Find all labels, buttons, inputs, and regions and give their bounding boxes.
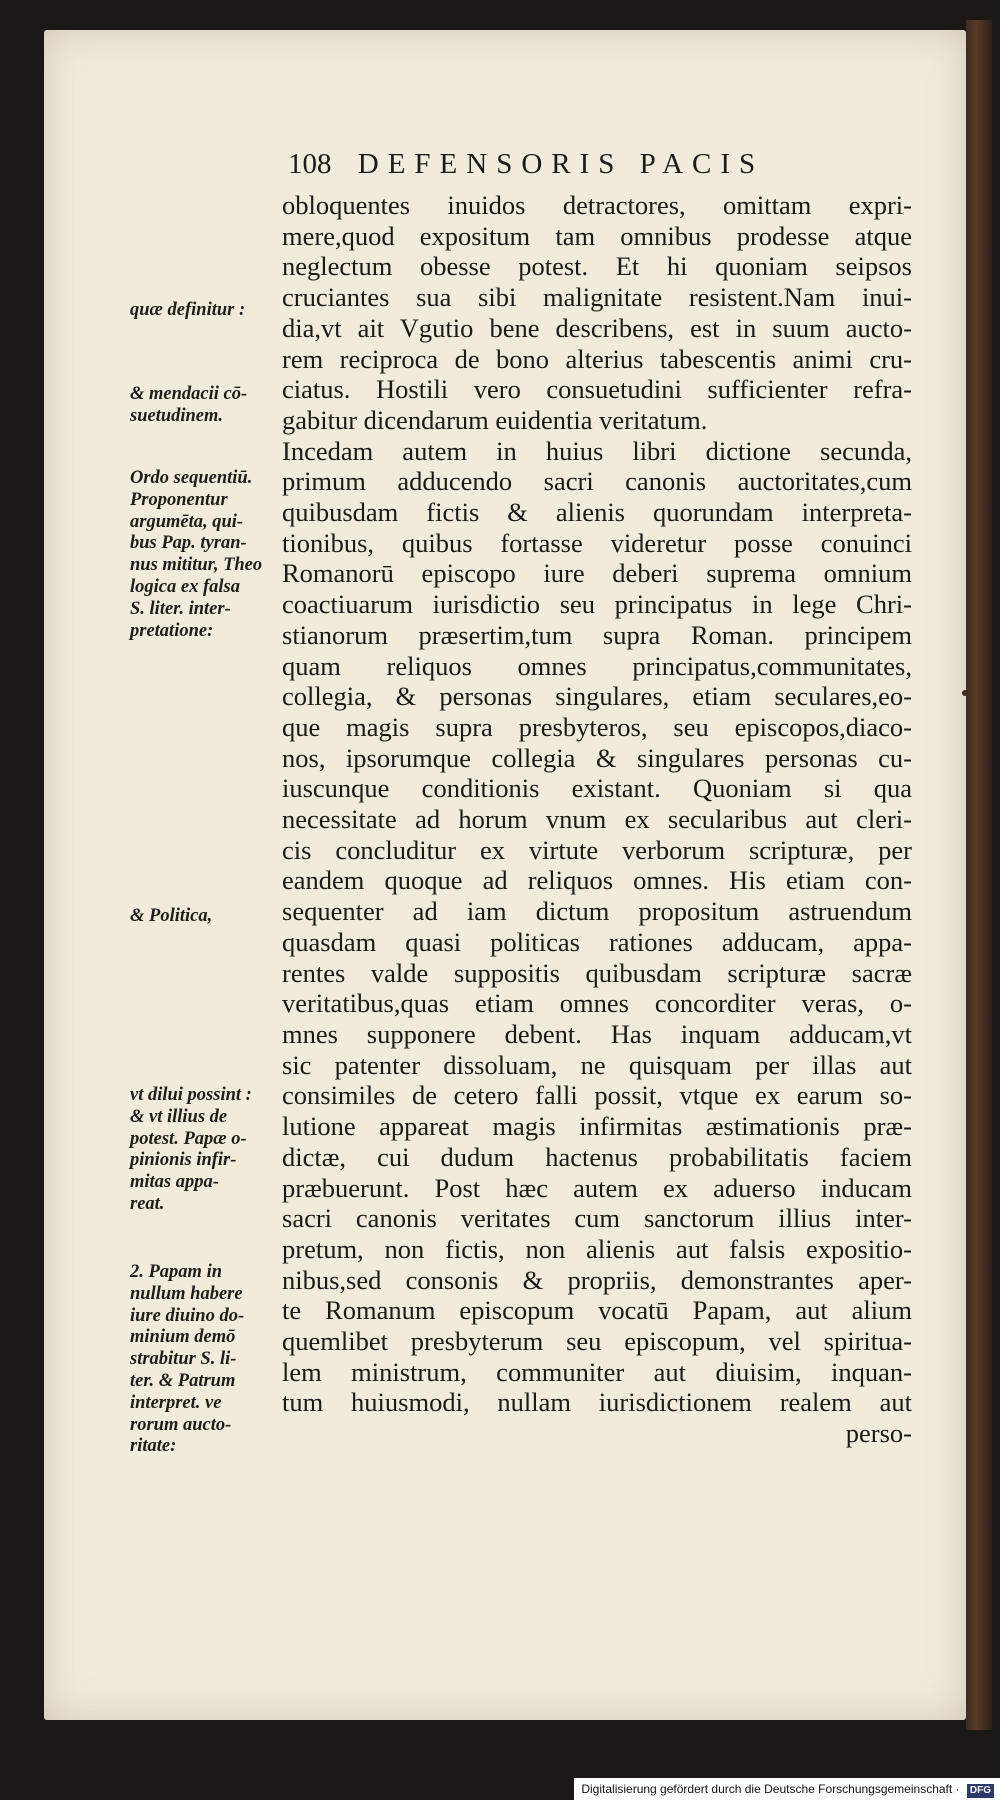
body-line: mnes supponere debent. Has inquam adducam,vt xyxy=(282,1018,912,1049)
body-line: quasdam quasi politicas rationes adducam, appa- xyxy=(282,926,912,957)
margin-note-line: Proponentur xyxy=(130,489,228,510)
margin-note xyxy=(130,468,280,642)
body-line: necessitate ad horum vnum ex secularibus aut cleri- xyxy=(282,804,912,835)
body-line: gabitur dicendarum euidentia veritatum. xyxy=(282,404,708,435)
body-line: lutione appareat magis infirmitas æstimationis præ- xyxy=(282,1111,912,1142)
running-head xyxy=(288,148,764,181)
body-line: rentes valde suppositis quibusdam scripturæ sacræ xyxy=(282,957,912,988)
margin-note-line: pretatione: xyxy=(130,620,214,641)
body-line: ciatus. Hostili vero consuetudini sufficienter refra- xyxy=(282,374,912,405)
body-text xyxy=(282,190,912,1449)
body-line: Incedam autem in huius libri dictione secunda, xyxy=(282,435,912,466)
margin-note xyxy=(130,1262,280,1458)
body-line: dia,vt ait Vgutio bene describens, est in suum aucto- xyxy=(282,312,912,343)
body-line: cruciantes sua sibi malignitate resistent.Nam inui- xyxy=(282,282,912,313)
margin-note-line: 2. Papam in xyxy=(130,1262,222,1282)
margin-note-line: vt dilui possint : xyxy=(130,1085,252,1105)
margin-note-line: mitas appa- xyxy=(130,1172,219,1193)
margin-note-line: iure diuino do- xyxy=(130,1305,245,1326)
digitization-credit: Digitalisierung gefördert durch die Deutsche Forschungsgemeinschaft · DFG xyxy=(574,1778,1000,1800)
margin-note-line: bus Pap. tyran- xyxy=(130,533,247,554)
body-line: coactiuarum iurisdictio seu principatus in lege Chri- xyxy=(282,589,912,620)
margin-note-line: argumēta, qui- xyxy=(130,511,244,532)
body-line: sequenter ad iam dictum propositum astruendum xyxy=(282,896,912,927)
body-line: sacri canonis veritates cum sanctorum illius inter- xyxy=(282,1203,912,1234)
margin-note xyxy=(130,1085,280,1216)
margin-note-line: pinionis infir- xyxy=(130,1150,237,1171)
book-edge xyxy=(966,20,992,1730)
body-line: consimiles de cetero falli possit, vtque ex earum so- xyxy=(282,1080,912,1111)
body-line: te Romanum episcopum vocatū Papam, aut alium xyxy=(282,1295,912,1326)
margin-note xyxy=(130,384,280,428)
body-line: mere,quod expositum tam omnibus prodesse atque xyxy=(282,220,912,251)
dfg-logo: DFG xyxy=(967,1784,994,1798)
running-title: DEFENSORIS PACIS xyxy=(357,148,765,180)
body-line: perso- xyxy=(845,1418,912,1449)
body-line: Romanorū episcopo iure deberi suprema omnium xyxy=(282,558,912,589)
body-line: dictæ, cui dudum hactenus probabilitatis faciem xyxy=(282,1141,912,1172)
body-line: collegia, & personas singulares, etiam seculares,eo- xyxy=(282,681,912,712)
margin-note-line: interpret. ve xyxy=(130,1392,222,1413)
body-line: quibusdam fictis & alienis quorundam interpreta- xyxy=(282,497,912,528)
margin-note-line: logica ex falsa xyxy=(130,576,240,597)
body-line: pretum, non fictis, non alienis aut falsis expositio- xyxy=(282,1233,912,1264)
body-line: rem reciproca de bono alterius tabescentis animi cru- xyxy=(282,343,912,374)
margin-note-line: Ordo sequentiū. xyxy=(130,468,253,488)
paper-speck xyxy=(962,690,968,696)
body-line: nibus,sed consonis & propriis, demonstrantes aper- xyxy=(282,1264,912,1295)
margin-note-line: ter. & Patrum xyxy=(130,1370,236,1391)
body-line: veritatibus,quas etiam omnes concorditer veras, o- xyxy=(282,988,912,1019)
body-line: iuscunque conditionis existant. Quoniam si qua xyxy=(282,773,912,804)
margin-note-line: quæ definitur : xyxy=(130,300,246,320)
body-line: cis concluditur ex virtute verborum scripturæ, per xyxy=(282,834,912,865)
margin-note-line: nullum habere xyxy=(130,1283,243,1304)
page-number: 108 xyxy=(288,148,332,180)
margin-note xyxy=(130,300,280,322)
body-line: præbuerunt. Post hæc autem ex aduerso inducam xyxy=(282,1172,912,1203)
margin-note-line: S. liter. inter- xyxy=(130,598,231,619)
body-line: quemlibet presbyterum seu episcopum, vel spiritua- xyxy=(282,1326,912,1357)
margin-note-line: strabitur S. li- xyxy=(130,1349,237,1370)
margin-note-line: nus mititur, Theo xyxy=(130,555,263,576)
body-line: lem ministrum, communiter aut diuisim, inquan- xyxy=(282,1356,912,1387)
body-line: tum huiusmodi, nullam iurisdictionem realem aut xyxy=(282,1387,912,1418)
body-line: eandem quoque ad reliquos omnes. His etiam con- xyxy=(282,865,912,896)
margin-note-line: & Politica, xyxy=(130,906,213,926)
margin-note-line: & mendacii cō- xyxy=(130,384,248,404)
margin-note-line: suetudinem. xyxy=(130,405,224,426)
margin-note-line: rorum aucto- xyxy=(130,1414,232,1435)
body-line: primum adducendo sacri canonis auctoritates,cum xyxy=(282,466,912,497)
body-line: que magis supra presbyteros, seu episcopos,diaco- xyxy=(282,711,912,742)
credit-text: Digitalisierung gefördert durch die Deutsche Forschungsgemeinschaft xyxy=(581,1782,953,1796)
body-line: sic patenter dissoluam, ne quisquam per illas aut xyxy=(282,1049,912,1080)
body-line: stianorum præsertim,tum supra Roman. principem xyxy=(282,619,912,650)
body-line: neglectum obesse potest. Et hi quoniam seipsos xyxy=(282,251,912,282)
body-line: nos, ipsorumque collegia & singulares personas cu- xyxy=(282,742,912,773)
margin-note-line: minium demō xyxy=(130,1327,236,1348)
margin-note-line: ritate: xyxy=(130,1436,177,1457)
body-line: quam reliquos omnes principatus,communitates, xyxy=(282,650,912,681)
margin-note xyxy=(130,906,280,928)
body-line: obloquentes inuidos detractores, omittam expri- xyxy=(282,190,912,220)
margin-note-line: reat. xyxy=(130,1193,165,1214)
body-line: tionibus, quibus fortasse videretur posse conuinci xyxy=(282,527,912,558)
margin-note-line: potest. Papæ o- xyxy=(130,1128,247,1149)
margin-note-line: & vt illius de xyxy=(130,1106,228,1127)
